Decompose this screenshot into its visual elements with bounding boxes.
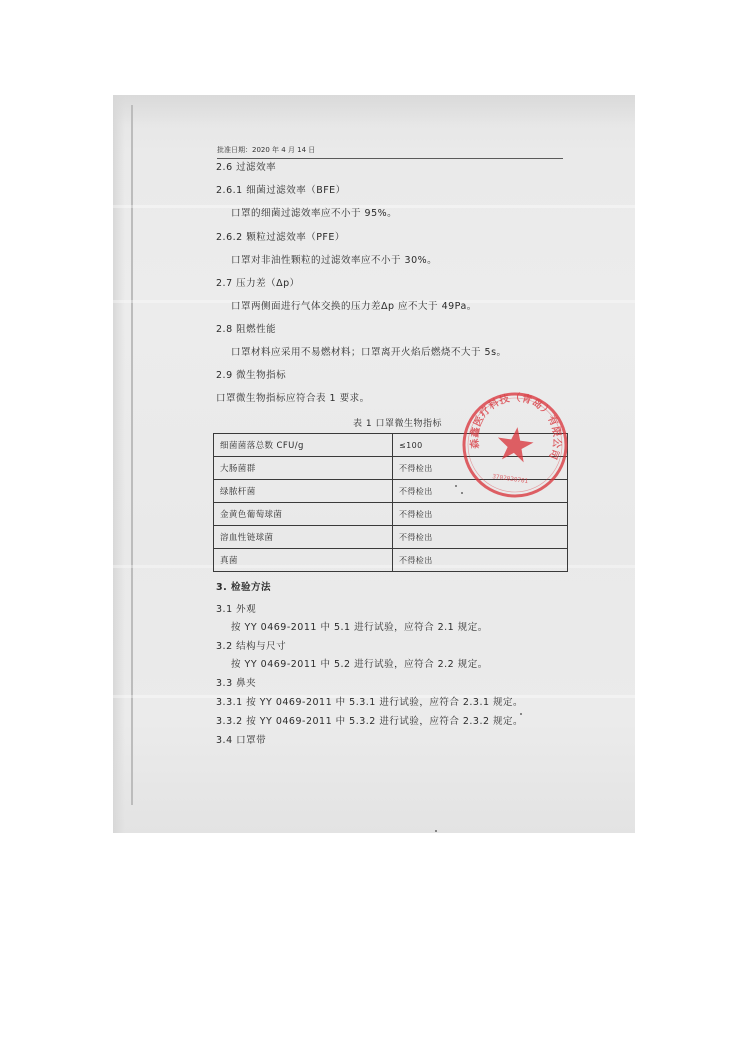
scan-speck xyxy=(461,492,463,494)
table-cell-value: 不得检出 xyxy=(393,526,568,549)
section-body: 3.3.1 按 YY 0469-2011 中 5.3.1 进行试验，应符合 2.3.1 规定。 xyxy=(216,697,524,708)
svg-text:3702020701: 3702020701 xyxy=(491,473,529,486)
table-row xyxy=(214,526,568,549)
table-cell-item: 真菌 xyxy=(214,549,393,572)
scanned-document-page xyxy=(113,95,635,833)
section-heading: 2.6 过滤效率 xyxy=(216,162,277,173)
section-body: 口罩两侧面进行气体交换的压力差Δp 应不大于 49Pa。 xyxy=(231,301,477,312)
section-heading: 2.7 压力差（Δp） xyxy=(216,278,300,289)
table-cell-value: 不得检出 xyxy=(393,503,568,526)
section-heading: 2.6.2 颗粒过滤效率（PFE） xyxy=(216,232,345,243)
section-heading: 2.8 阻燃性能 xyxy=(216,324,277,335)
scan-speck xyxy=(455,485,457,487)
section-body: 3.3.2 按 YY 0469-2011 中 5.3.2 进行试验，应符合 2.3.2 规定。 xyxy=(216,716,524,727)
table-cell-value: 不得检出 xyxy=(393,480,568,503)
section-body: 口罩材料应采用不易燃材料；口罩离开火焰后燃烧不大于 5s。 xyxy=(231,347,507,358)
table-row xyxy=(214,503,568,526)
section-heading: 2.6.1 细菌过滤效率（BFE） xyxy=(216,185,346,196)
scan-margin-line xyxy=(131,105,133,805)
table-caption: 表 1 口罩微生物指标 xyxy=(353,419,442,429)
table-cell-item: 细菌菌落总数 CFU/g xyxy=(214,434,393,457)
table-cell-value: 不得检出 xyxy=(393,549,568,572)
section-heading: 3.2 结构与尺寸 xyxy=(216,641,287,652)
approval-date: 批准日期：2020 年 4 月 14 日 xyxy=(217,146,316,154)
company-seal-stamp xyxy=(452,382,578,508)
section-heading: 3.3 鼻夹 xyxy=(216,678,257,689)
section-body: 按 YY 0469-2011 中 5.2 进行试验，应符合 2.2 规定。 xyxy=(231,659,488,670)
section-heading: 3.4 口罩带 xyxy=(216,735,267,746)
section-heading: 3. 检验方法 xyxy=(216,582,272,593)
table-cell-item: 溶血性链球菌 xyxy=(214,526,393,549)
section-heading: 2.9 微生物指标 xyxy=(216,370,287,381)
table-cell-value: ≤100 xyxy=(393,434,568,457)
section-body: 口罩的细菌过滤效率应不小于 95%。 xyxy=(231,208,398,219)
table-cell-item: 大肠菌群 xyxy=(214,457,393,480)
scan-shadow xyxy=(113,95,635,125)
section-body: 按 YY 0469-2011 中 5.1 进行试验，应符合 2.1 规定。 xyxy=(231,622,488,633)
section-body: 口罩微生物指标应符合表 1 要求。 xyxy=(216,393,370,404)
table-cell-item: 金黄色葡萄球菌 xyxy=(214,503,393,526)
section-heading: 3.1 外观 xyxy=(216,604,257,615)
svg-text:森鑫医疗科技（青岛）有限公司: 森鑫医疗科技（青岛）有限公司 xyxy=(469,392,563,462)
scan-speck xyxy=(435,830,437,832)
approval-date-header xyxy=(217,144,563,159)
table-cell-item: 绿脓杆菌 xyxy=(214,480,393,503)
table-row xyxy=(214,549,568,572)
section-body: 口罩对非油性颗粒的过滤效率应不小于 30%。 xyxy=(231,255,438,266)
table-cell-value: 不得检出 xyxy=(393,457,568,480)
scan-speck xyxy=(520,713,522,715)
